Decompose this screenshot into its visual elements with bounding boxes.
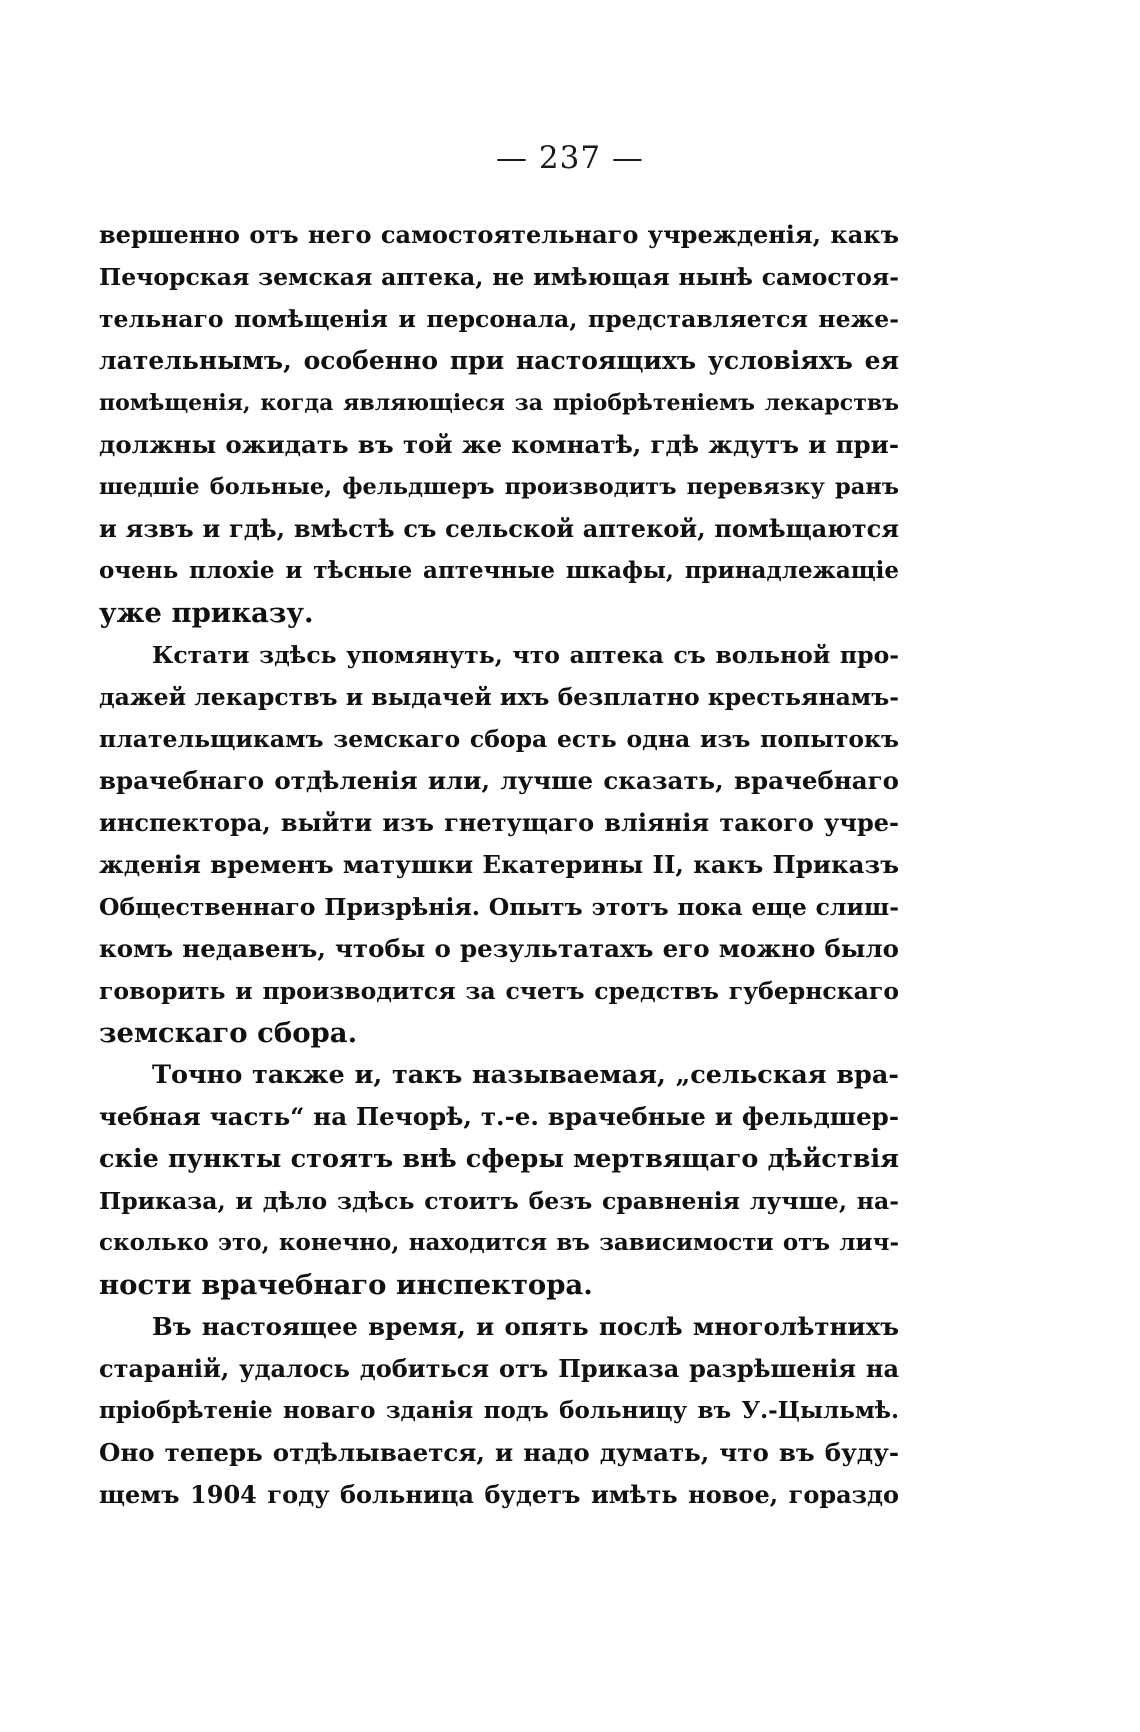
text-line: Оно теперь отдѣлывается, и надо думать, что въ буду- — [99, 1438, 899, 1467]
text-line: говорить и производится за счетъ средствъ губернскаго — [99, 977, 899, 1005]
text-line: вершенно отъ него самостоятельнаго учрежденія, какъ — [99, 220, 899, 249]
body-text — [99, 214, 899, 1516]
text-line: земскаго сбора. — [99, 1017, 358, 1049]
text-line: инспектора, выйти изъ гнетущаго вліянія такого учре- — [99, 808, 899, 837]
text-line: Общественнаго Призрѣнія. Опытъ этотъ пока еще слиш- — [99, 893, 899, 921]
text-line: ности врачебнаго инспектора. — [99, 1269, 593, 1301]
text-line: шедшіе больные, фельдшеръ производитъ перевязку ранъ — [99, 474, 899, 500]
text-line: Кстати здѣсь упомянуть, что аптека съ вольной про- — [152, 641, 899, 669]
text-line: Печорская земская аптека, не имѣющая нынѣ самостоя- — [99, 263, 899, 291]
text-line: дажей лекарствъ и выдачей ихъ безплатно крестьянамъ- — [99, 683, 899, 711]
page-number: — 237 — — [496, 140, 644, 176]
text-line: Приказа, и дѣло здѣсь стоитъ безъ сравненія лучше, на- — [99, 1187, 899, 1215]
text-line: врачебнаго отдѣленія или, лучше сказать, врачебнаго — [99, 766, 899, 795]
text-line: щемъ 1904 году больница будетъ имѣть новое, гораздо — [99, 1480, 899, 1509]
text-line: помѣщенія, когда являющіеся за пріобрѣтеніемъ лекарствъ — [99, 390, 899, 416]
text-line: скіе пункты стоятъ внѣ сферы мертвящаго дѣйствія — [99, 1144, 899, 1174]
text-line: чебная часть“ на Печорѣ, т.-е. врачебные и фельдшер- — [99, 1102, 899, 1131]
text-line: плательщикамъ земскаго сбора есть одна изъ попытокъ — [99, 725, 899, 753]
text-line: сколько это, конечно, находится въ зависимости отъ лич- — [99, 1229, 899, 1256]
text-line: пріобрѣтеніе новаго зданія подъ больницу въ У.-Цыльмѣ. — [99, 1397, 899, 1424]
text-line: уже приказу. — [99, 597, 314, 629]
text-line: Въ настоящее время, и опять послѣ многолѣтнихъ — [152, 1312, 899, 1341]
text-line: должны ожидать въ той же комнатѣ, гдѣ ждутъ и при- — [99, 430, 899, 459]
text-line: и язвъ и гдѣ, вмѣстѣ съ сельской аптекой, помѣщаются — [99, 514, 899, 543]
text-line: лательнымъ, особенно при настоящихъ условіяхъ ея — [99, 346, 899, 375]
text-line: жденія временъ матушки Екатерины II, какъ Приказъ — [99, 850, 899, 879]
text-line: стараній, удалось добиться отъ Приказа разрѣшенія на — [99, 1354, 899, 1383]
text-line: тельнаго помѣщенія и персонала, представляется нежe- — [99, 305, 899, 333]
text-line: Точно также и, такъ называемая, „сельская вра- — [152, 1060, 899, 1090]
text-line: комъ недавенъ, чтобы о результатахъ его можно было — [99, 934, 899, 963]
text-line: очень плохіе и тѣсные аптечные шкафы, принадлежащіе — [99, 557, 899, 584]
